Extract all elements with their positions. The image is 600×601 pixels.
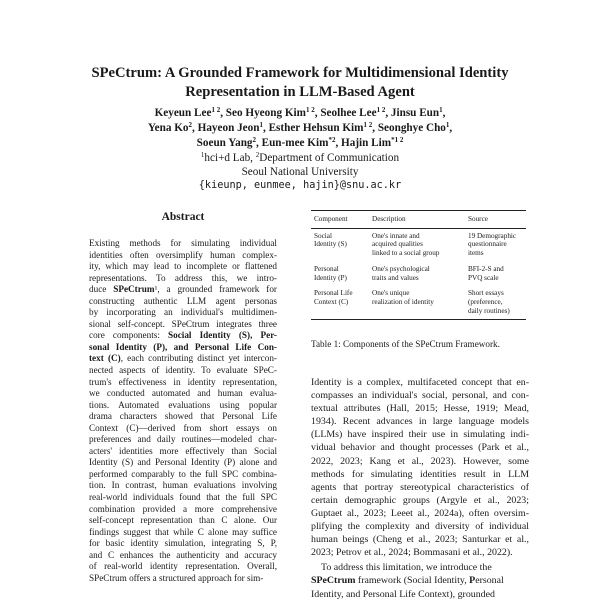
cell-line: items — [468, 249, 484, 258]
intro-text-fragment: ersonal — [475, 575, 504, 587]
abstract-line: Context (C)—derived from short essays on — [89, 422, 277, 433]
intro-line: 2022, 2023; Kang et al., 2023). However, some — [311, 455, 529, 467]
intro-line: 1934). Recent advances in large language models — [311, 416, 529, 428]
intro-line: (LLMs) have inspired their use in simulating indi- — [311, 429, 529, 441]
abstract-line: sonal Identity (P), and Personal Life Con- — [89, 341, 277, 352]
cell-line: 19 Demographic — [468, 231, 517, 240]
table-cell-description — [369, 262, 465, 286]
table-row — [311, 286, 526, 320]
intro-paragraph-2-line: Identity, and Personal Life Context), grounded — [311, 588, 495, 600]
abstract-line: ity, which may lead to incomplete or flattened — [89, 261, 277, 272]
intro-line: Guptaet al., 2023; Leeet al., 2024a), often oversim- — [311, 507, 529, 519]
table-cell-component — [311, 286, 369, 320]
author-name: Eun-mee Kim — [261, 137, 329, 150]
author-line-3: Soeun Yang$^2$, Eun-mee Kim$^{*2}$, Hajin Lim$^{*1 2}$ — [196, 136, 404, 150]
table-cell-source — [465, 286, 526, 320]
abstract-heading: Abstract — [161, 211, 205, 223]
table-row — [311, 228, 526, 262]
author-name: Seolhee Lee — [320, 107, 377, 119]
introduction-text — [311, 376, 529, 601]
abstract-line: we conducted automated and human evalua- — [89, 388, 277, 399]
author-affiliation-mark: 1 — [259, 121, 263, 130]
table-cell-source — [465, 228, 526, 262]
author-name: Jinsu Eun — [390, 107, 440, 119]
author-affiliation-mark: 1 2 — [376, 106, 386, 114]
affiliations — [60, 152, 540, 193]
table-header: Description — [369, 211, 465, 229]
title-line-1: SPeCtrum: A Grounded Framework for Multidimensional Identity — [91, 65, 509, 81]
author-name: Seonghye Cho — [377, 122, 446, 135]
intro-line: certain demographic groups (Argyle et al., 2023; — [311, 494, 529, 506]
table-header: Source — [465, 211, 526, 229]
university-name: Seoul National University — [241, 165, 359, 178]
intro-line: compasses an individual's social, personal, and con- — [311, 390, 529, 402]
cell-line: (preference, — [468, 297, 503, 306]
abstract-line: trum's effectiveness in identity representation, — [89, 376, 277, 387]
paper-title — [60, 64, 540, 102]
contact-email: {kieunp, eunmee, hajin}@snu.ac.kr — [198, 180, 402, 191]
abstract-line: duce SPeCtrum¹, a grounded framework for — [89, 284, 277, 295]
abstract-line: drama characters showed that Personal Life — [89, 411, 277, 422]
cell-line: Short essays — [468, 289, 504, 298]
cell-line: PVQ scale — [468, 273, 499, 282]
abstract-line: representations. To address this, we intro- — [89, 272, 277, 283]
cell-line: traits and values — [372, 273, 419, 282]
cell-line: questionnaire — [468, 240, 507, 249]
cell-line: linked to a social group — [372, 249, 440, 258]
cell-line: Personal Life — [314, 289, 353, 298]
abstract-line: Identity (S) and Personal Identity (P) alone and — [89, 457, 277, 468]
abstract-line: performed comparably to the full SPC combina- — [89, 468, 277, 479]
abstract-line: acters' identities more effectively than Social — [89, 445, 277, 456]
table-caption: Table 1: Components of the SPeCtrum Framework. — [311, 339, 500, 349]
abstract-line: sional self-concept. SPeCtrum integrates three — [89, 318, 277, 329]
intro-paragraph-2-line — [311, 574, 529, 587]
intro-line: agents that portray stereotypical characteristics of — [311, 481, 529, 493]
table-header: Component — [311, 211, 369, 229]
abstract-line: Existing methods for simulating individual — [89, 238, 277, 248]
abstract-line: tion. In contrast, human evaluations involving — [89, 480, 277, 491]
affiliation-mark: 1 — [200, 151, 205, 159]
abstract-line: text (C), each contributing distinct yet intercon- — [89, 353, 277, 364]
author-affiliation-mark: 1 2 — [211, 106, 221, 114]
abstract-line: of real-world identity representation. Overall, — [89, 561, 277, 572]
cell-line: Identity (S) — [314, 240, 347, 249]
cell-line: Personal — [314, 264, 339, 273]
abstract-body — [89, 238, 277, 584]
author-affiliation-mark: 1 — [439, 106, 443, 114]
intro-line: methods for simulating identities result in LLM — [311, 468, 529, 480]
author-name: Seo Hyeong Kim — [225, 107, 306, 119]
intro-line: textual attributes (Hall, 2015; Hesse, 1919; Mead, — [311, 403, 529, 415]
author-affiliation-mark: 2 — [188, 121, 193, 130]
abstract-line: findings suggest that while C alone may suffice — [89, 526, 277, 537]
author-name: Keyeun Lee — [154, 107, 212, 119]
abstract-line: for basic identity simulation, integrating S, P, — [89, 538, 277, 549]
intro-line: 2023; Petrov et al., 2024; Bommasani et al., 2022). — [311, 547, 513, 559]
author-name: Hajin Lim — [341, 137, 392, 150]
author-affiliation-mark: 1 2 — [363, 121, 373, 130]
department-name: Department of Communication — [259, 152, 400, 164]
author-affiliation-mark: *1 2 — [391, 136, 404, 145]
abstract-line: nected aspects of identity. To evaluate SPeC- — [89, 365, 277, 376]
table-cell-description — [369, 228, 465, 262]
cell-line: daily routines) — [468, 306, 510, 315]
framework-initial: P — [469, 575, 476, 587]
affiliation-mark: 2 — [255, 151, 260, 159]
cell-line: One's psychological — [372, 264, 430, 273]
table-header-row — [311, 211, 526, 229]
table-row — [311, 262, 526, 286]
intro-line: human beings (Cheng et al., 2023; Santurkar et al., — [311, 534, 529, 546]
abstract-line: core components: Social Identity (S), Per- — [89, 330, 277, 341]
table-cell-component — [311, 228, 369, 262]
intro-text-fragment: framework (Social Identity, — [355, 575, 470, 587]
framework-name: SPeCtrum — [311, 575, 356, 587]
abstract-line: constructing authentic LLM agent personas — [89, 295, 277, 306]
abstract-line: self-concept representation than C alone. Our — [89, 515, 277, 526]
cell-line: Social — [314, 231, 332, 240]
abstract-line: identities often oversimplify human complex- — [89, 249, 277, 260]
affiliation-line — [60, 152, 540, 166]
abstract-line: combination provided a more comprehensive — [89, 503, 277, 514]
title-line-2: Representation in LLM-Based Agent — [185, 84, 415, 100]
abstract-line: preferences and daily routines—modeled char- — [89, 434, 277, 445]
cell-line: One's innate and — [372, 231, 420, 240]
cell-line: Context (C) — [314, 297, 349, 306]
abstract-line: tions. Automated evaluations using popular — [89, 399, 277, 410]
author-affiliation-mark: 1 2 — [305, 106, 315, 114]
lab-name: hci+d Lab, — [204, 152, 253, 164]
author-affiliation-mark: 2 — [252, 136, 257, 145]
abstract-line: SPeCtrum offers a structured approach for sim- — [89, 572, 264, 583]
author-name: Yena Ko — [147, 122, 189, 135]
intro-line: vidual behavior and thought processes (Park et al., — [311, 442, 529, 454]
author-line-2: Yena Ko$^2$, Hayeon Jeon$^1$, Esther Hehsun Kim$^{1 2}$, Seonghye Cho$^1$, — [147, 121, 453, 135]
components-table — [311, 210, 526, 320]
abstract-line: and C enhances the authenticity and accuracy — [89, 549, 277, 560]
cell-line: Identity (P) — [314, 273, 347, 282]
author-list — [60, 106, 540, 152]
intro-line: plifying the complexity and diversity of individual — [311, 521, 529, 533]
intro-line: Identity is a complex, multifaceted concept that en- — [311, 377, 529, 388]
cell-line: One's unique — [372, 289, 410, 298]
cell-line: realization of identity — [372, 297, 434, 306]
author-affiliation-mark: *2 — [328, 136, 336, 145]
abstract-line: real-world individuals found that the full SPC — [89, 492, 277, 503]
author-name: Esther Hehsun Kim — [268, 122, 364, 135]
author-affiliation-mark: 1 — [445, 121, 450, 130]
abstract-line: by incorporating an individual's multidimen- — [89, 307, 277, 318]
table-cell-source — [465, 262, 526, 286]
author-name: Hayeon Jeon — [197, 122, 260, 135]
author-line-1: Keyeun Lee$^{1 2}$, Seo Hyeong Kim$^{1 2}$, Seolhee Lee$^{1 2}$, Jinsu Eun$^1$, — [154, 106, 446, 119]
cell-line: acquired qualities — [372, 240, 423, 249]
cell-line: BFI-2-S and — [468, 264, 504, 273]
table-cell-component — [311, 262, 369, 286]
author-name: Soeun Yang — [196, 137, 253, 150]
table-cell-description — [369, 286, 465, 320]
intro-paragraph-2-line: To address this limitation, we introduce the — [321, 562, 492, 574]
